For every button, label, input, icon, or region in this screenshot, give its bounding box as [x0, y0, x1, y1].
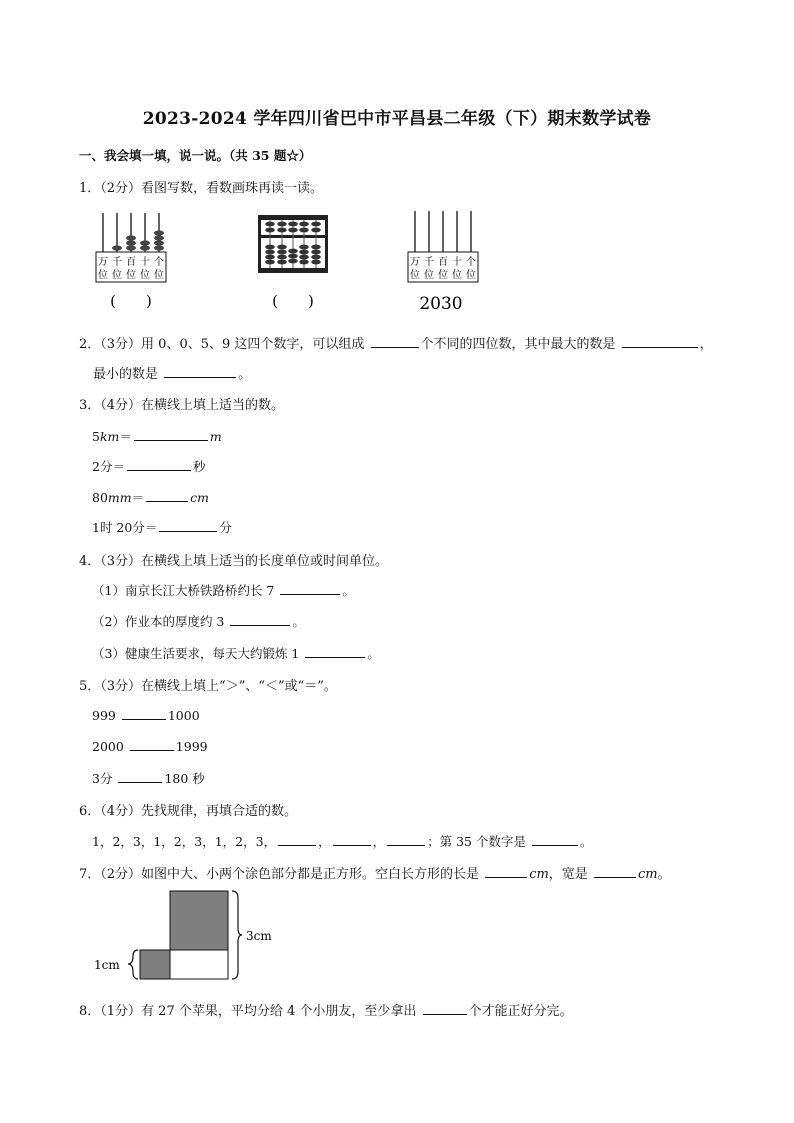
svg-text:位: 位 — [126, 270, 136, 281]
question-5: 5．（3分）在横线上填上“＞”、“＜”或“＝”。 — [79, 679, 337, 694]
question-4: 4．（3分）在横线上填上适当的长度单位或时间单位。 — [79, 554, 389, 569]
svg-text:位: 位 — [140, 270, 150, 281]
question-3: 3．（4分）在横线上填上适当的数。 — [79, 398, 285, 413]
abacus-2 — [258, 215, 328, 310]
abacus-3 — [408, 211, 478, 314]
answer-blank[interactable] — [146, 489, 188, 502]
svg-text:位: 位 — [452, 270, 462, 281]
answer-paren-2: ( ) — [272, 292, 314, 310]
q4-sub-1: （1）南京长江大桥铁路桥约长 7 。 — [92, 583, 355, 598]
svg-text:位: 位 — [424, 270, 434, 281]
label-3cm: 3cm — [246, 929, 272, 943]
label-shi: 十 — [140, 257, 150, 268]
answer-blank[interactable] — [278, 833, 316, 846]
question-6: 6．（4分）先找规律，再填合适的数。 — [79, 804, 298, 819]
q3-line-3: 80mm＝ cm — [92, 490, 209, 505]
svg-text:位: 位 — [154, 270, 164, 281]
answer-blank[interactable] — [280, 582, 340, 595]
answer-blank[interactable] — [159, 519, 217, 532]
answer-blank[interactable] — [118, 770, 162, 783]
answer-blank[interactable] — [164, 365, 236, 378]
page-title: 2023-2024 学年四川省巴中市平昌县二年级（下）期末数学试卷 — [142, 109, 652, 129]
answer-blank[interactable] — [594, 865, 636, 878]
brace-left — [128, 950, 138, 979]
abacus-figures — [88, 205, 488, 317]
q4-sub-3: （3）健康生活要求，每天大约锻炼 1 。 — [92, 646, 380, 661]
svg-text:十: 十 — [452, 257, 462, 268]
blank-rectangle — [170, 950, 228, 979]
svg-text:位: 位 — [112, 270, 122, 281]
q5-row-3: 3分 180 秒 — [92, 771, 205, 786]
svg-text:位: 位 — [438, 270, 448, 281]
question-1: 1．（2分）看图写数，看数画珠再读一读。 — [79, 181, 324, 196]
svg-text:位: 位 — [466, 270, 476, 281]
q3-line-1: 5km＝ m — [92, 429, 222, 444]
question-2: 2．（3分）用 0、0、5、9 这四个数字，可以组成 个不同的四位数，其中最大的数是 ， — [79, 337, 713, 352]
answer-blank[interactable] — [134, 428, 208, 441]
answer-blank[interactable] — [532, 833, 578, 846]
question-8: 8．（1分）有 27 个苹果，平均分给 4 个小朋友，至少拿出 个才能正好分完。 — [79, 1004, 573, 1019]
q3-line-2: 2分＝ 秒 — [92, 459, 206, 474]
label-bai: 百 — [126, 257, 136, 268]
svg-text:个: 个 — [466, 257, 476, 268]
answer-blank[interactable] — [130, 738, 174, 751]
answer-blank[interactable] — [333, 833, 371, 846]
answer-blank[interactable] — [622, 335, 698, 348]
svg-text:万: 万 — [410, 257, 420, 268]
q5-row-2: 2000 1999 — [92, 739, 208, 754]
answer-blank[interactable] — [230, 613, 290, 626]
big-square — [170, 891, 228, 950]
answer-blank[interactable] — [305, 645, 365, 658]
svg-text:位: 位 — [410, 270, 420, 281]
question-7: 7．（2分）如图中大、小两个涂色部分都是正方形。空白长方形的长是 cm，宽是 cm。 — [79, 867, 671, 882]
answer-blank[interactable] — [485, 865, 527, 878]
small-square — [140, 950, 170, 979]
section-heading: 一、我会填一填，说一说。（共 35 题☆） — [79, 148, 312, 163]
answer-blank[interactable] — [423, 1002, 467, 1015]
answer-blank[interactable] — [387, 833, 425, 846]
svg-text:千: 千 — [424, 257, 434, 268]
q3-line-4: 1时 20分＝ 分 — [92, 520, 232, 535]
svg-text:百: 百 — [438, 257, 448, 268]
brace-right — [232, 891, 242, 979]
label-ge: 个 — [154, 257, 164, 268]
answer-blank[interactable] — [371, 335, 419, 348]
answer-paren-1: ( ) — [110, 292, 152, 310]
q5-row-1: 999 1000 — [92, 708, 200, 723]
squares-figure — [90, 888, 290, 988]
abacus-3-value: 2030 — [419, 294, 463, 314]
label-qian: 千 — [112, 257, 122, 268]
question-2-line2: 最小的数是 。 — [93, 367, 252, 382]
label-1cm: 1cm — [94, 958, 120, 972]
q4-sub-2: （2）作业本的厚度约 3 。 — [92, 614, 305, 629]
abacus-1 — [96, 213, 166, 310]
answer-blank[interactable] — [122, 707, 166, 720]
q6-sequence: 1，2，3，1，2，3，1，2，3， ， ， ；第 35 个数字是 。 — [92, 834, 593, 849]
svg-text:位: 位 — [98, 270, 108, 281]
answer-blank[interactable] — [127, 458, 191, 471]
label-wan: 万 — [98, 257, 108, 268]
